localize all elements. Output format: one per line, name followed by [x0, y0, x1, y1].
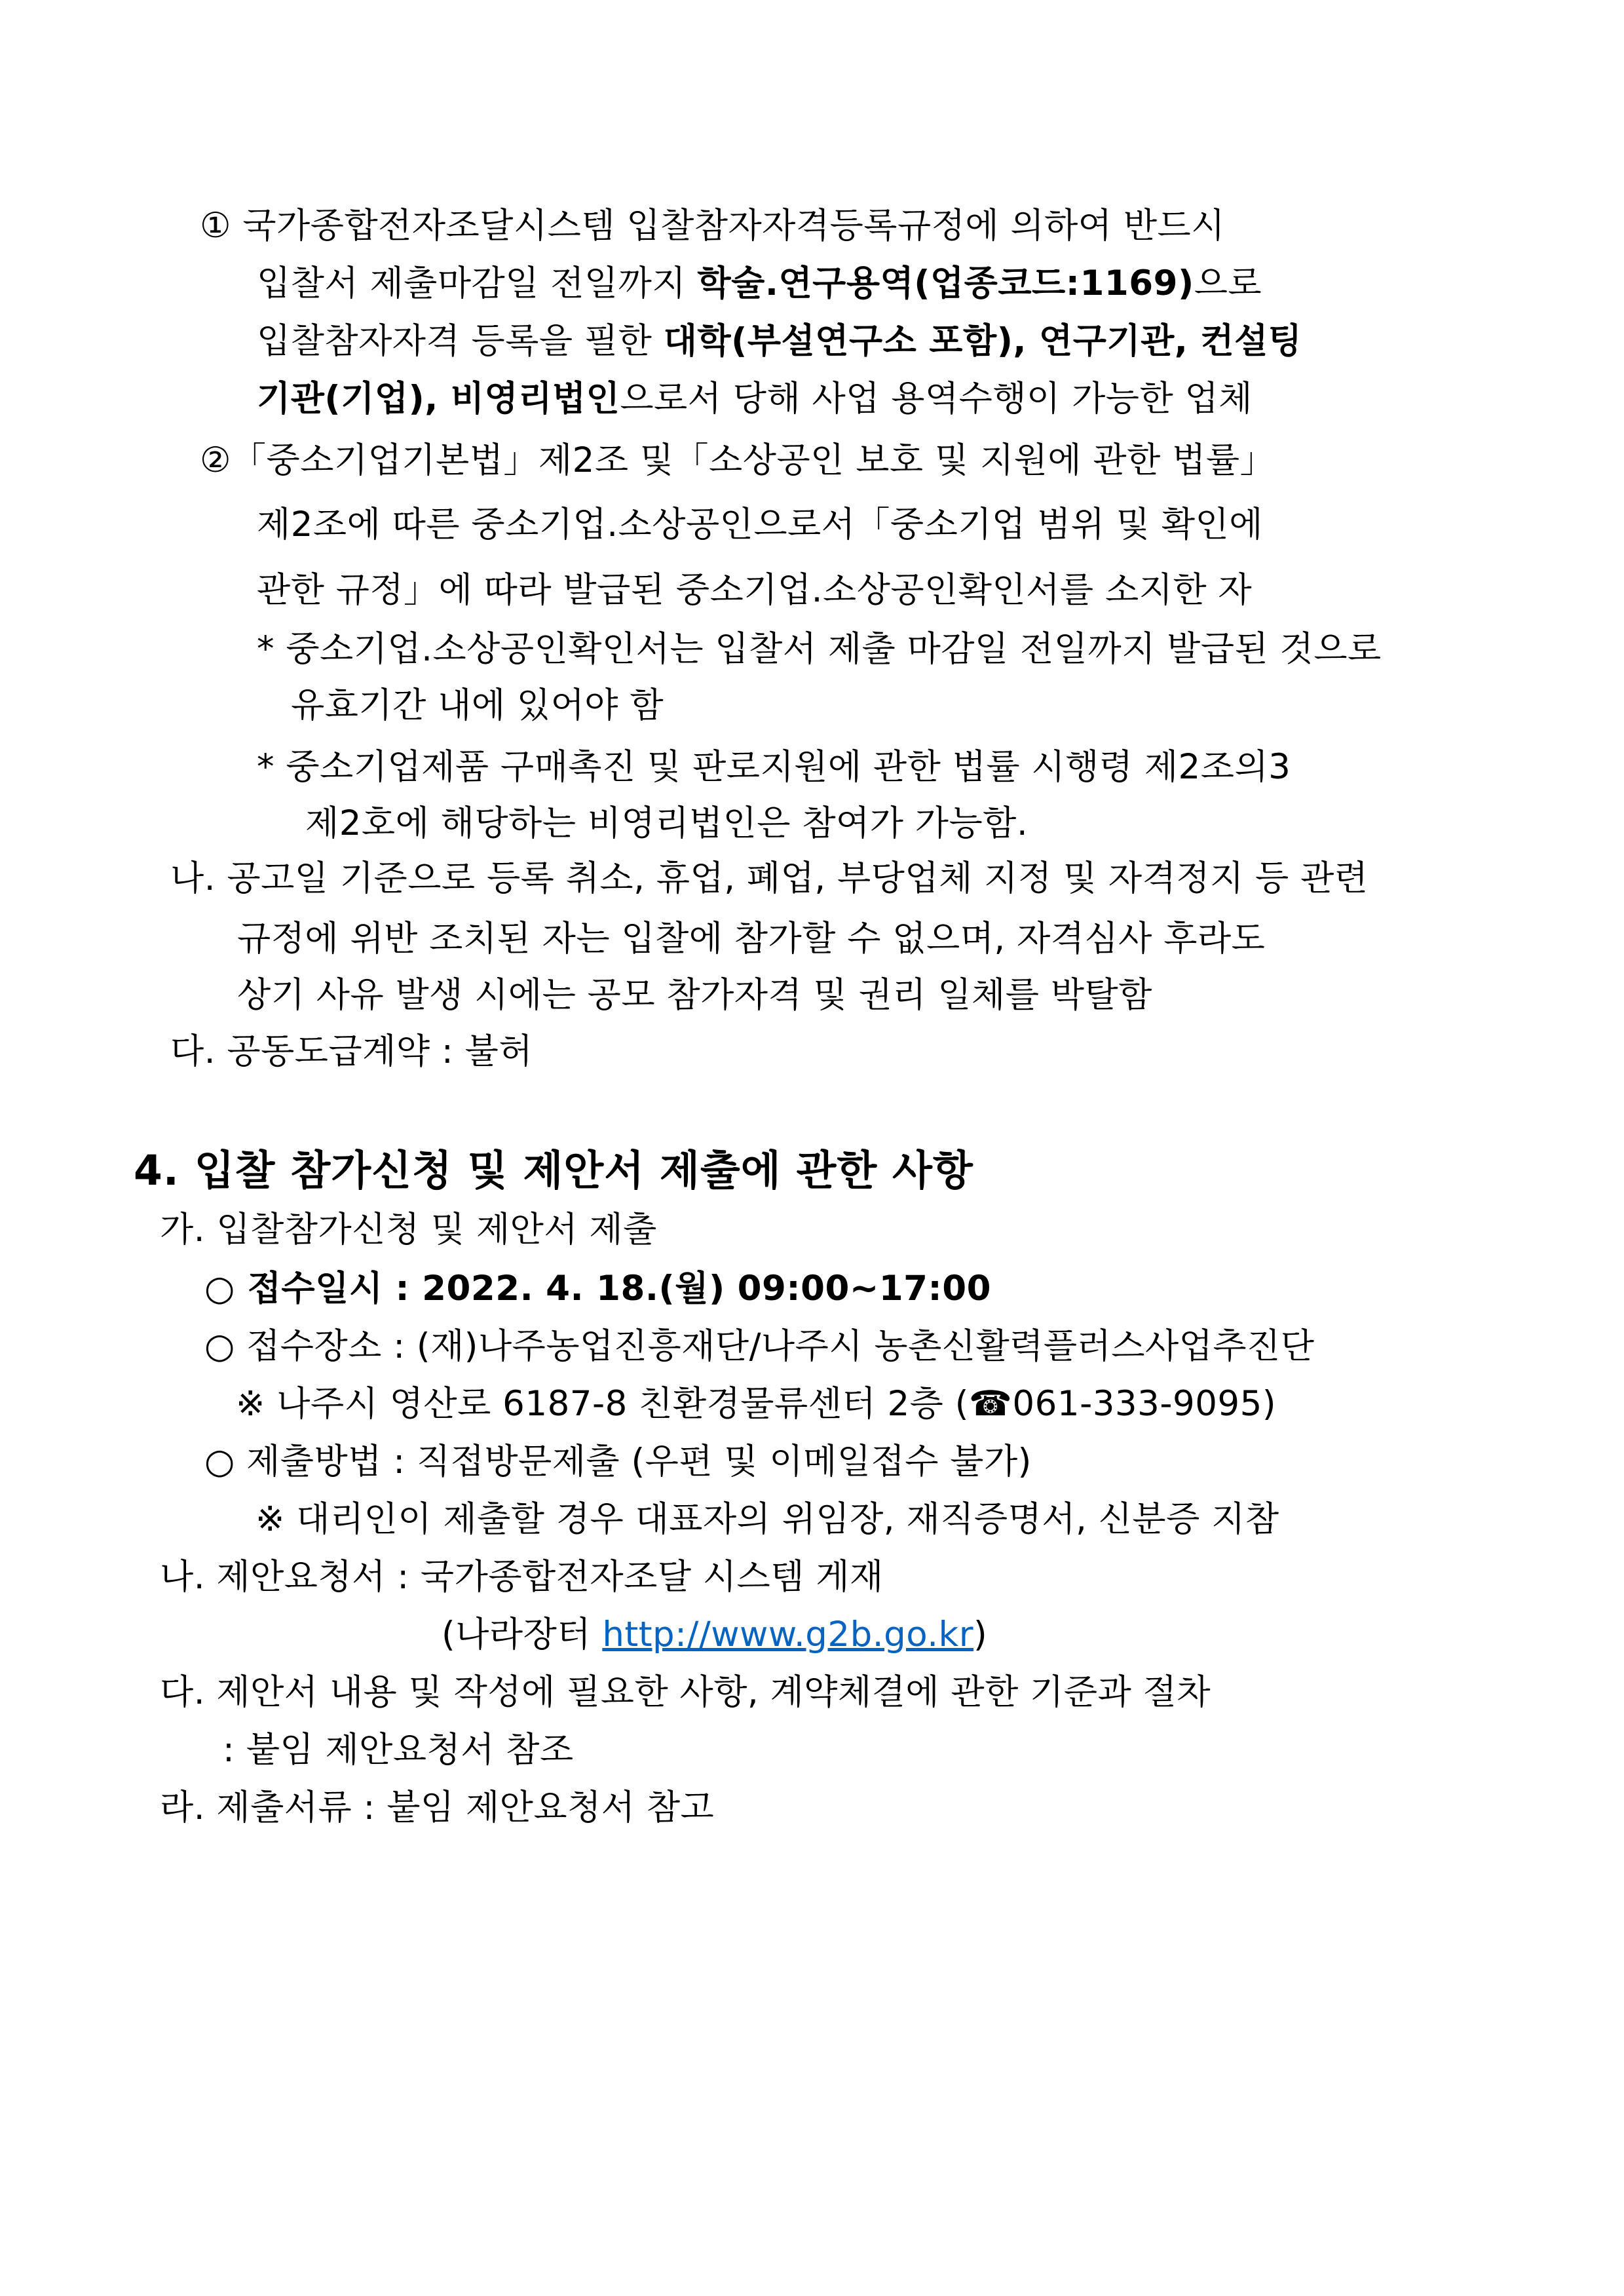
item2-note1-line2: 유효기간 내에 있어야 함 [291, 685, 664, 725]
item2-note2-line1: * 중소기업제품 구매촉진 및 판로지원에 관한 법률 시행령 제2조의3 [257, 747, 1291, 787]
item2-line3: 관한 규정」에 따라 발급된 중소기업.소상공인확인서를 소지한 자 [257, 570, 1253, 610]
item2-note1-line1: * 중소기업.소상공인확인서는 입찰서 제출 마감일 전일까지 발급된 것으로 [257, 629, 1382, 669]
proxy-note: ※ 대리인이 제출할 경우 대표자의 위임장, 재직증명서, 신분증 지참 [255, 1499, 1279, 1539]
proposal-content-line1: 다. 제안서 내용 및 작성에 필요한 사항, 계약체결에 관한 기준과 절차 [160, 1672, 1211, 1712]
item1-line3 [257, 318, 1302, 364]
qualification-na-line3: 상기 사유 발생 시에는 공모 참가자격 및 권리 일체를 박탈함 [237, 975, 1152, 1015]
item1-line4-text: 으로서 당해 사업 용역수행이 가능한 업체 [620, 379, 1253, 419]
rfp-line1: 나. 제안요청서 : 국가종합전자조달 시스템 게재 [160, 1557, 884, 1597]
item1-line2 [257, 261, 1262, 307]
item1-line2-text: 입찰서 제출마감일 전일까지 [257, 263, 698, 303]
item2-line1: ②「중소기업기본법」제2조 및「소상공인 보호 및 지원에 관한 법률」 [200, 440, 1275, 480]
submission-docs-line: 라. 제출서류 : 붙임 제안요청서 참고 [160, 1788, 715, 1827]
qualification-na-line2: 규정에 위반 조치된 자는 입찰에 참가할 수 없으며, 자격심사 후라도 [237, 919, 1266, 959]
receipt-place: ○ 접수장소 : (재)나주농업진흥재단/나주시 농촌신활력플러스사업추진단 [204, 1326, 1315, 1366]
phone-number: 061-333-9095) [1012, 1384, 1277, 1424]
item2-note2-line2: 제2호에 해당하는 비영리법인은 참여가 가능함. [305, 803, 1029, 843]
rfp-site-close: ) [973, 1615, 988, 1655]
g2b-url-link[interactable]: http://www.g2b.go.kr [602, 1615, 974, 1655]
rfp-site-label: (나라장터 [442, 1615, 603, 1655]
address-text: ※ 나주시 영산로 6187-8 친환경물류센터 2층 ( [236, 1384, 969, 1424]
phone-icon: ☎ [968, 1384, 1013, 1424]
receipt-address [236, 1381, 1276, 1427]
eligible-orgs-text-cont: 기관(기업), 비영리법인 [257, 379, 620, 419]
item1-line2-suffix: 으로 [1194, 263, 1262, 303]
item2-line2: 제2조에 따른 중소기업.소상공인으로서「중소기업 범위 및 확인에 [257, 505, 1263, 545]
item1-line3-text: 입찰참자자격 등록을 필한 [257, 321, 664, 361]
eligible-orgs-text: 대학(부설연구소 포함), 연구기관, 컨설팅 [663, 321, 1302, 361]
item1-line1: ① 국가종합전자조달시스템 입찰참자자격등록규정에 의하여 반드시 [200, 206, 1225, 246]
qualification-na-line1: 나. 공고일 기준으로 등록 취소, 휴업, 폐업, 부당업체 지정 및 자격정지 등 관련 [170, 858, 1369, 898]
receipt-datetime: ○ 접수일시 : 2022. 4. 18.(월) 09:00~17:00 [204, 1269, 991, 1309]
proposal-content-line2: : 붙임 제안요청서 참조 [223, 1730, 574, 1770]
submission-method: ○ 제출방법 : 직접방문제출 (우편 및 이메일접수 불가) [204, 1442, 1032, 1482]
industry-code-text: 학술.연구용역(업종코드:1169) [697, 263, 1194, 303]
item1-line4 [257, 376, 1253, 422]
joint-contract-line: 다. 공동도급계약 : 불허 [170, 1031, 533, 1071]
section4-title: 4. 입찰 참가신청 및 제안서 제출에 관한 사항 [134, 1147, 973, 1195]
rfp-line2 [442, 1612, 987, 1658]
section4-ga-label: 가. 입찰참가신청 및 제안서 제출 [160, 1210, 657, 1250]
